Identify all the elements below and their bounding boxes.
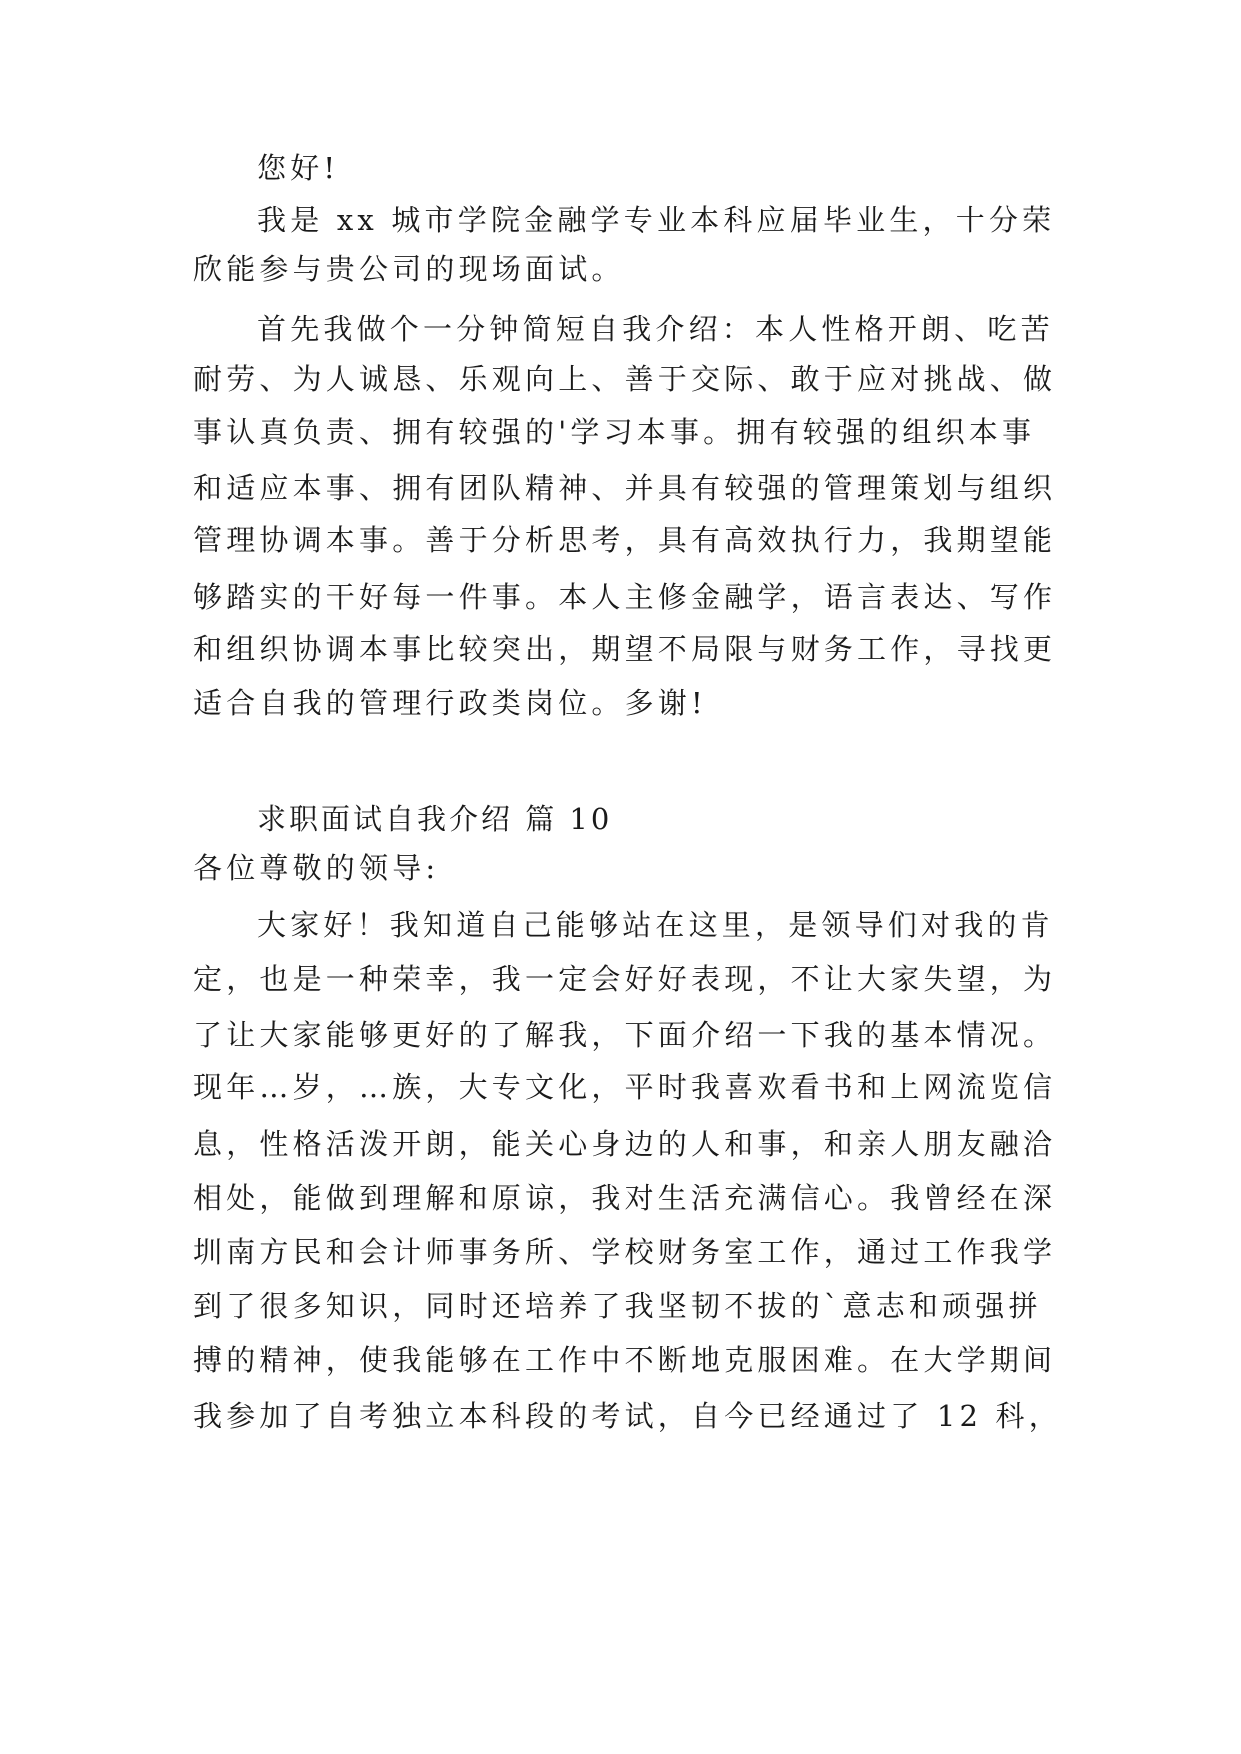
paragraph-line: 息，性格活泼开朗，能关心身边的人和事，和亲人朋友融洽: [193, 1127, 1057, 1161]
paragraph-line: 相处，能做到理解和原谅，我对生活充满信心。我曾经在深: [193, 1181, 1057, 1215]
paragraph-line: 和适应本事、拥有团队精神、并具有较强的管理策划与组织: [193, 471, 1057, 505]
paragraph-line: 和组织协调本事比较突出，期望不局限与财务工作，寻找更: [193, 632, 1057, 666]
paragraph-line: 欣能参与贵公司的现场面试。: [193, 252, 625, 286]
paragraph-line: 搏的精神，使我能够在工作中不断地克服困难。在大学期间: [193, 1343, 1057, 1377]
paragraph-line: 管理协调本事。善于分析思考，具有高效执行力，我期望能: [193, 523, 1057, 557]
paragraph-line: 首先我做个一分钟简短自我介绍：本人性格开朗、吃苦: [257, 312, 1054, 346]
paragraph-line: 了让大家能够更好的了解我，下面介绍一下我的基本情况。: [193, 1018, 1057, 1052]
paragraph-line: 现年…岁，…族，大专文化，平时我喜欢看书和上网流览信: [193, 1070, 1057, 1104]
paragraph-line: 适合自我的管理行政类岗位。多谢!: [193, 686, 707, 720]
paragraph-line: 定，也是一种荣幸，我一定会好好表现，不让大家失望，为: [193, 962, 1057, 996]
greeting: 您好!: [257, 151, 340, 185]
paragraph-line: 圳南方民和会计师事务所、学校财务室工作，通过工作我学: [193, 1235, 1057, 1269]
salutation: 各位尊敬的领导:: [193, 851, 440, 885]
section-heading: 求职面试自我介绍 篇 10: [257, 802, 613, 836]
paragraph-line: 大家好！我知道自己能够站在这里，是领导们对我的肯: [257, 908, 1054, 942]
paragraph-line: 到了很多知识，同时还培养了我坚韧不拔的`意志和顽强拼: [193, 1289, 1042, 1323]
paragraph-line: 我参加了自考独立本科段的考试，自今已经通过了 12 科，: [193, 1399, 1062, 1433]
paragraph-line: 够踏实的干好每一件事。本人主修金融学，语言表达、写作: [193, 580, 1057, 614]
paragraph-line: 耐劳、为人诚恳、乐观向上、善于交际、敢于应对挑战、做: [193, 362, 1057, 396]
paragraph-line: 我是 xx 城市学院金融学专业本科应届毕业生，十分荣: [257, 203, 1056, 237]
paragraph-line: 事认真负责、拥有较强的'学习本事。拥有较强的组织本事: [193, 415, 1036, 449]
